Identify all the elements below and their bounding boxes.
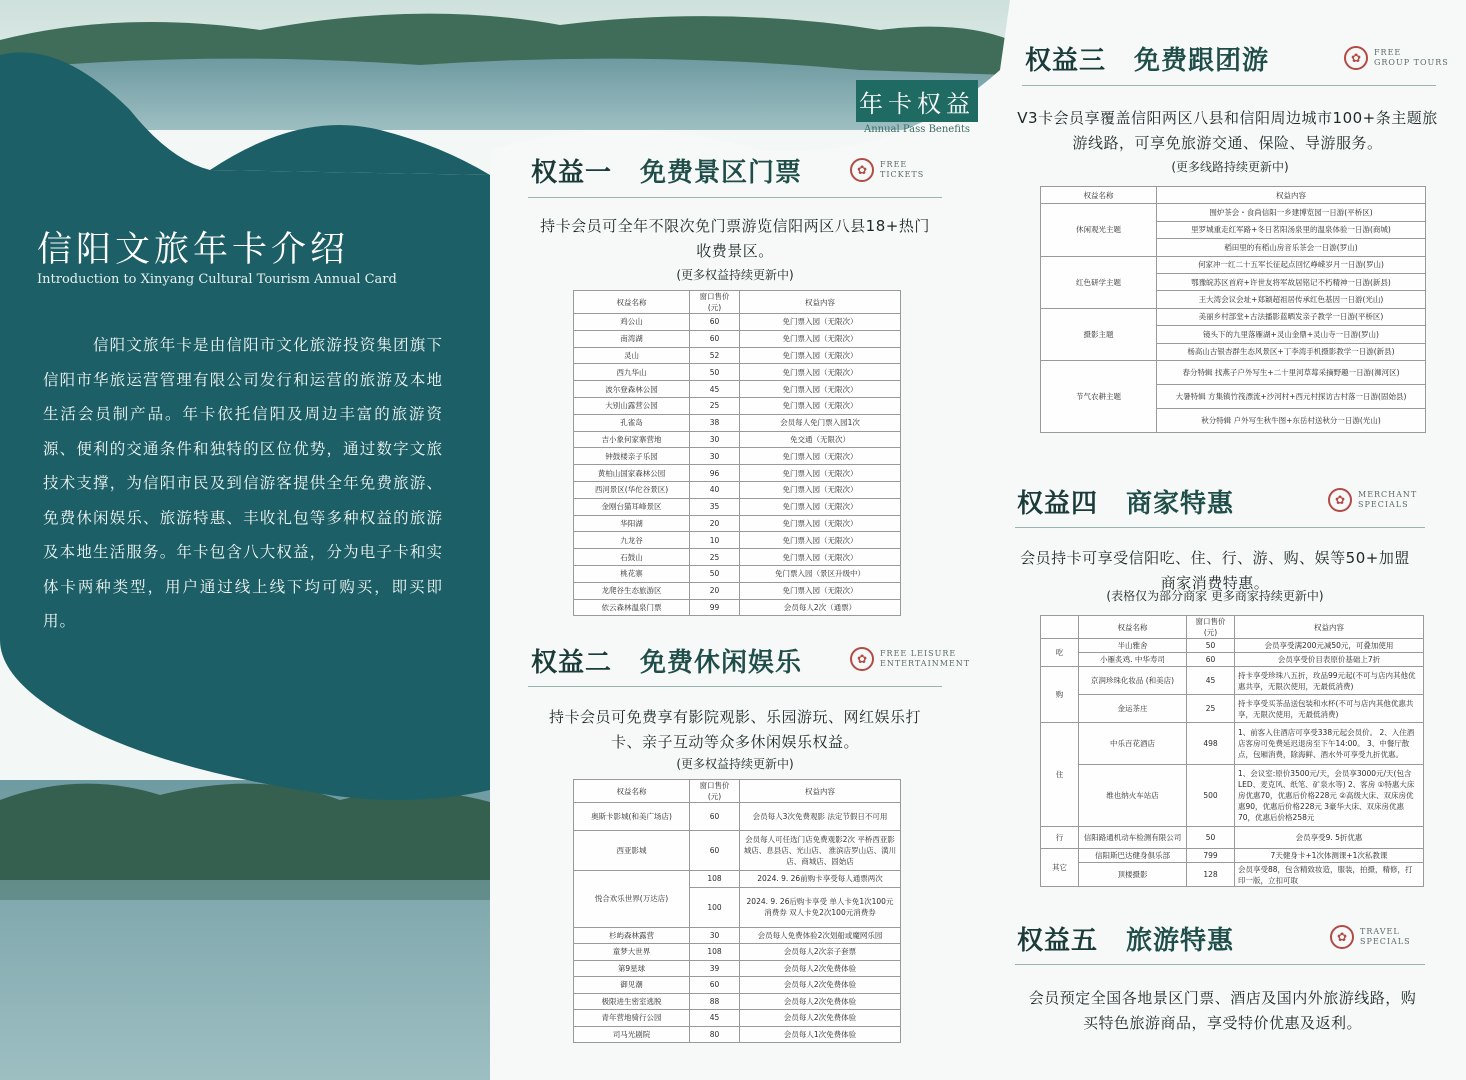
benefit3-description: V3卡会员享覆盖信阳两区八县和信阳周边城市100+条主题旅游线路，可享免旅游交通、保险、导游服务。 [1017, 109, 1438, 152]
table-row [574, 977, 901, 994]
table-cell: 108 [690, 944, 740, 961]
table-cell: 免门票入园（无限次） [740, 465, 901, 482]
table-row [1041, 765, 1424, 827]
benefit1-note: (更多权益持续更新中) [676, 268, 794, 282]
table-row [1041, 639, 1424, 653]
table-header: 权益内容 [740, 780, 901, 803]
table-cell: 小雁炙鸡. 中华寿司 [1079, 653, 1187, 667]
table-cell: 大暑特辑 方集镇竹筏漂流+沙河村+西元村探访古村落一日游(固始县) [1157, 384, 1426, 408]
table-cell: 九龙谷 [574, 532, 690, 549]
table-row [574, 549, 901, 566]
table-cell: 108 [690, 871, 740, 888]
table-cell: 免门票入园（无限次） [740, 314, 901, 331]
table-cell: 南湾湖 [574, 330, 690, 347]
table-header: 权益内容 [1235, 616, 1424, 639]
divider [1015, 964, 1425, 965]
table-cell: 20 [690, 515, 740, 532]
table-row [574, 481, 901, 498]
table-cell: 镜头下的九里落雁湖+灵山金鼎+灵山寺一日游(罗山) [1157, 326, 1426, 343]
table-row [574, 532, 901, 549]
table-cell: 30 [690, 448, 740, 465]
table-cell: 免门票入园（无限次） [740, 515, 901, 532]
table-cell: 50 [690, 364, 740, 381]
table-cell: 38 [690, 414, 740, 431]
table-cell: 免门票入园（无限次） [740, 498, 901, 515]
table-cell: 35 [690, 498, 740, 515]
table-cell: 顶楼摄影 [1079, 863, 1187, 887]
table-row [1041, 723, 1424, 765]
table-cell: 50 [1187, 827, 1235, 849]
table-cell: 会员每人2次免费体验 [740, 977, 901, 994]
table-cell: 会员每人2次免费体验 [740, 1010, 901, 1027]
benefit4-number: 权益四 [1017, 489, 1099, 519]
table-cell: 童梦大世界 [574, 944, 690, 961]
table-cell: 波尔登森林公园 [574, 381, 690, 398]
benefit1-table [573, 290, 901, 616]
table-cell: 2024. 9. 26前购卡享受每人通票两次 [740, 871, 901, 888]
tag-line-2: TICKETS [880, 170, 925, 179]
table-cell: 鸡公山 [574, 314, 690, 331]
benefit4-description: 会员持卡可享受信阳吃、住、行、游、购、娱等50+加盟商家消费特惠。 [1020, 549, 1410, 592]
table-cell: 免门票入园（无限次） [740, 481, 901, 498]
tag-line-2: SPECIALS [1358, 500, 1409, 509]
table-row [574, 803, 901, 831]
table-header: 权益内容 [1157, 187, 1426, 204]
tag-line-2: GROUP TOURS [1374, 58, 1449, 67]
tag-line-1: TRAVEL [1360, 927, 1400, 936]
category-cell: 行 [1041, 827, 1079, 849]
table-cell: 会员每人免费体验2次划船或魔网乐园 [740, 927, 901, 944]
table-cell: 会员每人2次亲子套票 [740, 944, 901, 961]
benefit4-heading [1017, 483, 1234, 520]
divider [1015, 527, 1425, 528]
table-row [1041, 849, 1424, 863]
table-cell: 60 [1187, 653, 1235, 667]
seal-icon: ✿ [1344, 46, 1368, 70]
seal-icon: ✿ [850, 647, 874, 671]
table-cell: 御见潮 [574, 977, 690, 994]
benefit5-heading [1017, 920, 1234, 957]
table-cell: 司马光剧院 [574, 1026, 690, 1043]
table-row [1041, 653, 1424, 667]
category-cell: 购 [1041, 667, 1079, 723]
table-cell: 会员每人可任选门店免费观影2次 平桥西亚影城店、息县店、光山店、 淮滨店罗山店、潢川店、商城店、固始店 [740, 831, 901, 871]
table-cell: 60 [690, 330, 740, 347]
table-cell: 会员享受价目表原价基础上7折 [1235, 653, 1424, 667]
table-row [574, 831, 901, 871]
table-cell: 西河景区(华佗谷景区) [574, 481, 690, 498]
table-cell: 钟鼓楼亲子乐园 [574, 448, 690, 465]
table-row [574, 960, 901, 977]
table-row [574, 330, 901, 347]
divider [528, 686, 942, 687]
table-cell: 何家冲一红二十五军长征起点回忆峥嵘岁月一日游(罗山) [1157, 256, 1426, 273]
table-cell: 799 [1187, 849, 1235, 863]
table-cell: 悦合欢乐世界(万达店) [574, 871, 690, 928]
table-cell: 60 [690, 803, 740, 831]
table-cell: 25 [690, 549, 740, 566]
benefit1-number: 权益一 [531, 158, 613, 188]
table-cell: 60 [690, 977, 740, 994]
table-cell: 免门票入园（无限次） [740, 448, 901, 465]
table-cell: 春分特辑 找燕子户外写生+二十里河草莓采摘野趣一日游(浉河区) [1157, 360, 1426, 384]
category-cell: 其它 [1041, 849, 1079, 887]
table-cell: 华阳湖 [574, 515, 690, 532]
table-row [574, 1010, 901, 1027]
benefit2-tag [850, 647, 970, 671]
table-row [574, 1026, 901, 1043]
benefit2-title: 免费休闲娱乐 [640, 648, 803, 678]
table-row [1041, 308, 1426, 325]
table-cell: 秋分特辑 户外写生秋牛图+东岳村送秋分一日游(光山) [1157, 408, 1426, 432]
table-cell: 王大湾会议会址+郑颖超祖居传承红色基因一日游(光山) [1157, 291, 1426, 308]
benefit5-title: 旅游特惠 [1126, 926, 1235, 956]
table-cell: 灵山 [574, 347, 690, 364]
annual-benefits-badge: 年卡权益 [856, 80, 978, 122]
table-row [574, 582, 901, 599]
table-cell: 维也纳火车站店 [1079, 765, 1187, 827]
benefit3-title: 免费跟团游 [1134, 46, 1270, 76]
table-cell: 96 [690, 465, 740, 482]
table-cell: 45 [690, 1010, 740, 1027]
table-cell: 免门票入园（景区升级中） [740, 565, 901, 582]
table-row [1041, 360, 1426, 384]
table-cell: 50 [1187, 639, 1235, 653]
tag-line-1: FREE [880, 160, 908, 169]
table-cell: 1、前客入住酒店可享受338元起会员价。 2、入住酒店客房可免费延迟退房至下午14:00。 3、中餐厅散点，包厢消费，除海鲜、酒水外可享受九折优惠。 [1235, 723, 1424, 765]
category-cell: 住 [1041, 723, 1079, 827]
table-cell: 鄂豫皖苏区首府+许世友将军故居铭记不朽精神一日游(新县) [1157, 273, 1426, 290]
table-header: 窗口售价(元) [690, 291, 740, 314]
table-cell: 免门票入园（无限次） [740, 549, 901, 566]
benefit3-table [1040, 186, 1426, 433]
table-cell: 青年营地骑行公园 [574, 1010, 690, 1027]
theme-cell: 休闲观光主题 [1041, 204, 1157, 256]
benefit3-tag [1344, 46, 1449, 70]
table-cell: 免门票入园（无限次） [740, 347, 901, 364]
table-cell: 信阳斯巴达健身俱乐部 [1079, 849, 1187, 863]
table-cell: 会员每人免门票入园1次 [740, 414, 901, 431]
table-row [574, 465, 901, 482]
table-cell: 免门票入园（无限次） [740, 381, 901, 398]
table-row [574, 448, 901, 465]
table-cell: 免门票入园（无限次） [740, 364, 901, 381]
table-cell: 52 [690, 347, 740, 364]
seal-icon: ✿ [1328, 488, 1352, 512]
table-row [574, 314, 901, 331]
theme-cell: 摄影主题 [1041, 308, 1157, 360]
table-cell: 7天健身卡+1次体测课+1次私教课 [1235, 849, 1424, 863]
table-cell: 半山雅舍 [1079, 639, 1187, 653]
table-cell: 免门票入园（无限次） [740, 397, 901, 414]
table-cell: 持卡享受珍珠八五折，玫品99元起(不可与店内其他优惠共享，无限次使用，无最低消费) [1235, 667, 1424, 695]
table-cell: 100 [690, 887, 740, 927]
benefit4-tag [1328, 488, 1417, 512]
table-cell: 美丽乡村部堂+古法播影蓝晒发亲子教学一日游(平桥区) [1157, 308, 1426, 325]
table-row [574, 347, 901, 364]
table-header: 窗口售价(元) [690, 780, 740, 803]
table-cell: 500 [1187, 765, 1235, 827]
table-row [1041, 256, 1426, 273]
table-row [574, 944, 901, 961]
table-cell: 88 [690, 993, 740, 1010]
table-cell: 50 [690, 565, 740, 582]
theme-cell: 红色研学主题 [1041, 256, 1157, 308]
table-cell: 免门票入园（无限次） [740, 330, 901, 347]
table-cell: 杉屿森林露营 [574, 927, 690, 944]
table-cell: 80 [690, 1026, 740, 1043]
table-cell: 会员每人2次免费体验 [740, 960, 901, 977]
table-cell: 45 [690, 381, 740, 398]
table-row [574, 565, 901, 582]
table-cell: 60 [690, 831, 740, 871]
table-cell: 39 [690, 960, 740, 977]
table-cell: 中乐百花酒店 [1079, 723, 1187, 765]
benefit3-heading [1025, 40, 1269, 77]
table-row [574, 498, 901, 515]
table-cell: 25 [1187, 695, 1235, 723]
table-row [574, 993, 901, 1010]
divider [1022, 85, 1436, 86]
table-row [574, 871, 901, 888]
table-header: 权益名称 [1079, 616, 1187, 639]
table-cell: 30 [690, 927, 740, 944]
benefit1-description: 持卡会员可全年不限次免门票游览信阳两区八县18+热门收费景区。 [540, 217, 930, 260]
table-cell: 免交通（无限次） [740, 431, 901, 448]
benefit4-table [1040, 615, 1424, 887]
benefit2-number: 权益二 [531, 648, 613, 678]
table-cell: 西亚影城 [574, 831, 690, 871]
table-cell: 金运茶庄 [1079, 695, 1187, 723]
benefit2-heading [531, 642, 802, 679]
table-cell: 60 [690, 314, 740, 331]
table-row [574, 381, 901, 398]
table-cell: 依云森林温泉门票 [574, 599, 690, 616]
divider [528, 197, 942, 198]
table-cell: 杨高山古银杏群生态风景区+丁李湾手机摄影教学一日游(新县) [1157, 343, 1426, 360]
benefit1-heading [531, 152, 802, 189]
table-cell: 金刚台猫耳峰景区 [574, 498, 690, 515]
table-cell: 40 [690, 481, 740, 498]
table-cell: 吉小象何家寨营地 [574, 431, 690, 448]
tag-line-1: FREE LEISURE [880, 649, 957, 658]
table-cell: 奥斯卡影城(和美广场店) [574, 803, 690, 831]
table-row [574, 414, 901, 431]
table-cell: 西九华山 [574, 364, 690, 381]
benefit3-number: 权益三 [1025, 46, 1107, 76]
seal-icon: ✿ [1330, 925, 1354, 949]
table-cell: 黄柏山国家森林公园 [574, 465, 690, 482]
benefit3-note: (更多线路持续更新中) [1171, 160, 1289, 174]
benefit1-tag [850, 158, 924, 182]
table-cell: 桃花寨 [574, 565, 690, 582]
table-row [1041, 827, 1424, 849]
table-cell: 极限进生密室逃脱 [574, 993, 690, 1010]
tag-line-1: FREE [1374, 48, 1402, 57]
table-cell: 会员享受88，包含精致妆造，服装，拍摄，精修，打印一版，立扣可取 [1235, 863, 1424, 887]
table-header: 权益名称 [574, 291, 690, 314]
table-header: 窗口售价(元) [1187, 616, 1235, 639]
benefit5-tag [1330, 925, 1411, 949]
table-cell: 498 [1187, 723, 1235, 765]
table-header [1041, 616, 1079, 639]
tag-line-2: SPECIALS [1360, 937, 1411, 946]
table-cell: 会员每人2次免费体验 [740, 993, 901, 1010]
table-row [1041, 204, 1426, 221]
benefit2-note: (更多权益持续更新中) [676, 757, 794, 771]
table-row [574, 927, 901, 944]
benefit4-note: (表格仅为部分商家 更多商家持续更新中) [1106, 589, 1324, 603]
table-row [1041, 863, 1424, 887]
table-row [574, 431, 901, 448]
intro-body: 信阳文旅年卡是由信阳市文化旅游投资集团旗下信阳市华旅运营管理有限公司发行和运营的旅游及本地生活会员制产品。年卡依托信阳及周边丰富的旅游资源、便利的交通条件和独特的区位优势，通过数字文旅技术支撑，为信阳市民及到信游客提供全年免费旅游、免费休闲娱乐、旅游特惠、丰收礼包等多种权益的旅游及本地生活服务。年卡包含八大权益，分为电子卡和实体卡两种类型，用户通过线上线下均可购买，即买即用。 [43, 336, 443, 630]
table-cell: 1、会议室:原价3500元/天，会员享3000元/天(包含LED、麦克风、纸笔、矿泉水等) 2、客房 ①特惠大床房优惠70，优惠后价格228元 ②高级大床、双床房优惠90，优惠后价格228元 3豪华大床、双床房优惠70，优惠后价格258元 [1235, 765, 1424, 827]
category-cell: 吃 [1041, 639, 1079, 667]
table-row [574, 397, 901, 414]
benefit5-number: 权益五 [1017, 926, 1099, 956]
seal-icon: ✿ [850, 158, 874, 182]
benefit1-title: 免费景区门票 [640, 158, 803, 188]
benefit5-description: 会员预定全国各地景区门票、酒店及国内外旅游线路，购买特色旅游商品，享受特价优惠及返利。 [1028, 989, 1417, 1032]
tag-line-1: MERCHANT [1358, 490, 1418, 499]
benefit2-table [573, 779, 901, 1043]
table-row [574, 599, 901, 616]
table-cell: 围炉茶会・食尚信阳一乡建博览园一日游(平桥区) [1157, 204, 1426, 221]
table-cell: 会员享受满200元减50元，可叠加使用 [1235, 639, 1424, 653]
benefit4-title: 商家特惠 [1126, 489, 1235, 519]
table-header: 权益内容 [740, 291, 901, 314]
annual-benefits-subtitle: Annual Pass Benefits [864, 124, 971, 135]
table-cell: 免门票入园（无限次） [740, 582, 901, 599]
table-header: 权益名称 [574, 780, 690, 803]
tag-line-2: ENTERTAINMENT [880, 659, 971, 668]
table-cell: 稻田里的有稻山房音乐茶会一日游(罗山) [1157, 239, 1426, 256]
table-cell: 128 [1187, 863, 1235, 887]
table-cell: 免门票入园（无限次） [740, 532, 901, 549]
table-cell: 99 [690, 599, 740, 616]
table-cell: 会员每人2次（通票） [740, 599, 901, 616]
table-header: 权益名称 [1041, 187, 1157, 204]
table-cell: 20 [690, 582, 740, 599]
table-row [1041, 667, 1424, 695]
table-cell: 京润珍珠化妆品 (和美店) [1079, 667, 1187, 695]
table-cell: 信阳路通机动车检测有限公司 [1079, 827, 1187, 849]
benefit2-description: 持卡会员可免费享有影院观影、乐园游玩、网红娱乐打卡、亲子互动等众多休闲娱乐权益。 [548, 708, 921, 751]
intro-title: 信阳文旅年卡介绍 [37, 230, 350, 270]
table-row [574, 515, 901, 532]
table-cell: 石鼓山 [574, 549, 690, 566]
table-cell: 龙爬谷生态旅游区 [574, 582, 690, 599]
table-cell: 会员每人1次免费体验 [740, 1026, 901, 1043]
table-cell: 25 [690, 397, 740, 414]
table-cell: 孔雀岛 [574, 414, 690, 431]
table-cell: 30 [690, 431, 740, 448]
intro-subtitle: Introduction to Xinyang Cultural Tourism Annual Card [37, 272, 397, 287]
table-cell: 会员每人3次免费观影 法定节假日不可用 [740, 803, 901, 831]
table-row [574, 364, 901, 381]
table-row [1041, 695, 1424, 723]
table-cell: 持卡享受买茶品送包装和水杯(不可与店内其他优惠共享，无限次使用，无最低消费) [1235, 695, 1424, 723]
table-cell: 第9星球 [574, 960, 690, 977]
theme-cell: 节气农耕主题 [1041, 360, 1157, 432]
table-cell: 大别山露营公园 [574, 397, 690, 414]
table-cell: 会员享受9. 5折优惠 [1235, 827, 1424, 849]
table-cell: 里罗城重走红军路+冬日茗阳汤泉里的温泉体验一日游(商城) [1157, 221, 1426, 238]
table-cell: 2024. 9. 26后购卡享受 单人卡免1次100元消费券 双人卡免2次100元消费券 [740, 887, 901, 927]
table-cell: 45 [1187, 667, 1235, 695]
table-cell: 10 [690, 532, 740, 549]
